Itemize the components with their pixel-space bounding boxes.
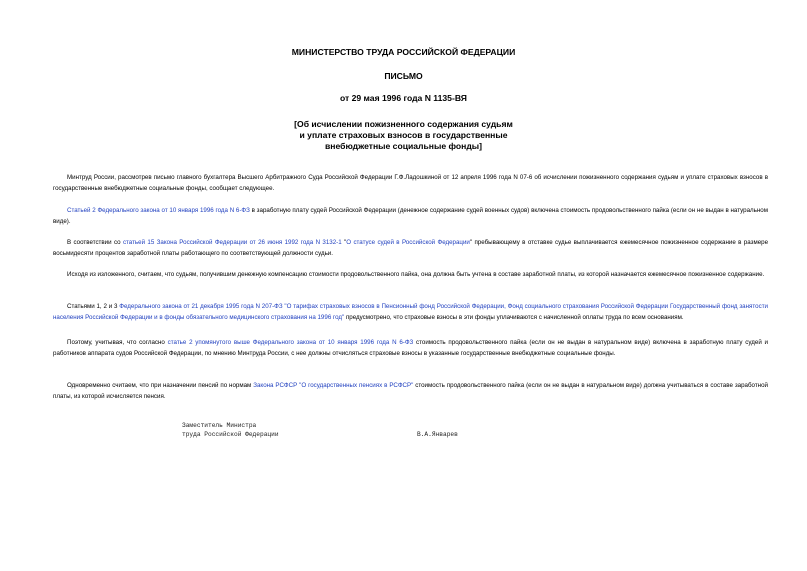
ministry-heading: МИНИСТЕРСТВО ТРУДА РОССИЙСКОЙ ФЕДЕРАЦИИ: [291, 47, 516, 57]
paragraph-3-pre: В соответствии со: [67, 239, 123, 246]
paragraph-6: [53, 337, 768, 359]
paragraph-7: [53, 380, 768, 402]
paragraph-7-text: стоимость продовольственного пайка (если он не выдан в натуральном виде) должна учитываться в составе заработной платы, из которой исчисляется пенсия.: [53, 382, 768, 400]
paragraph-3-text: " пребывающему в отставке судье выплачивается ежемесячное пожизненное содержание в размере восьмидесяти процентов заработной платы работающего по соответствующей должности судьи.: [53, 239, 769, 257]
paragraph-2: [53, 205, 768, 227]
paragraph-2-text: в заработную плату судей Российской Федерации (денежное содержание судей военных судов) включена стоимость продовольственного пайка (если он не выдан в натуральном виде).: [53, 207, 768, 225]
paragraph-5-pre: Статьями 1, 2 и 3: [67, 303, 120, 310]
paragraph-3-mid: ": [341, 239, 347, 246]
document-date-number: от 29 мая 1996 года N 1135-ВЯ: [339, 93, 467, 103]
title-line-3: внебюджетные социальные фонды]: [325, 141, 482, 151]
signature-position-line-1: Заместитель Министра: [182, 422, 257, 429]
paragraph-7-pre: Одновременно считаем, что при назначении пенсий по нормам: [67, 382, 254, 389]
paragraph-5: [53, 301, 768, 323]
document-title: [200, 119, 607, 152]
title-line-1: [Об исчислении пожизненного содержания судьям: [294, 119, 513, 129]
document-type: ПИСЬМО: [384, 71, 423, 81]
law-link-judges-status[interactable]: О статусе судей в Российской Федерации: [346, 239, 470, 246]
law-link-pensions-rsfsr[interactable]: Закона РСФСР "О государственных пенсиях в РСФСР": [253, 382, 414, 389]
paragraph-3: [53, 237, 768, 259]
signature-name: В.А.Январев: [417, 431, 458, 438]
title-line-2: и уплате страховых взносов в государственные: [299, 130, 508, 140]
paragraph-1: Минтруд России, рассмотрев письмо главного бухгалтера Высшего Арбитражного Суда Российской Федерации Г.Ф.Ладошкиной от 12 апреля 1996 года N 07-6 об исчислении пожизненного содержания судьям и уплате страховых взносов в государственные внебюджетные социальные фонды, сообщает следующее.: [53, 174, 768, 192]
paragraph-6-text: стоимость продовольственного пайка (если он не выдан в натуральном виде) включена в заработную плату судей и работников аппарата судов Российской Федерации, по мнению Минтруда России, с нее должны отчисляться страховые взносы в указанные государственные внебюджетные социальные фонды.: [53, 339, 769, 357]
law-link-6fz-article2[interactable]: Статьей 2 Федерального закона от 10 января 1996 года N 6-ФЗ: [67, 207, 250, 214]
law-link-207fz[interactable]: Федерального закона от 21 декабря 1995 года N 207-ФЗ "О тарифах страховых взносов в Пенсионный фонд Российской Федерации, Фонд социального страхования Российской Федерации Государственный фонд занятости населения Российской Федерации и в фонды обязательного медицинского страхования на 1996 год": [53, 303, 768, 321]
paragraph-5-text: предусмотрено, что страховые взносы в эти фонды уплачиваются с начисленной оплаты труда по всем основаниям.: [344, 314, 684, 321]
signature-position-line-2: труда Российской Федерации: [182, 431, 279, 438]
law-link-3132-1-article15[interactable]: статьей 15 Закона Российской Федерации от 26 июня 1992 года N 3132-1: [122, 239, 342, 246]
law-link-6fz-article2-repeat[interactable]: статье 2 упомянутого выше Федерального закона от 10 января 1996 года N 6-ФЗ: [167, 339, 414, 346]
paragraph-4: Исходя из изложенного, считаем, что судьям, получившим денежную компенсацию стоимости продовольственного пайка, она должна быть учтена в составе заработной платы, из которой назначается ежемесячное пожизненное содержание.: [67, 271, 765, 278]
paragraph-6-pre: Поэтому, учитывая, что согласно: [67, 339, 168, 346]
